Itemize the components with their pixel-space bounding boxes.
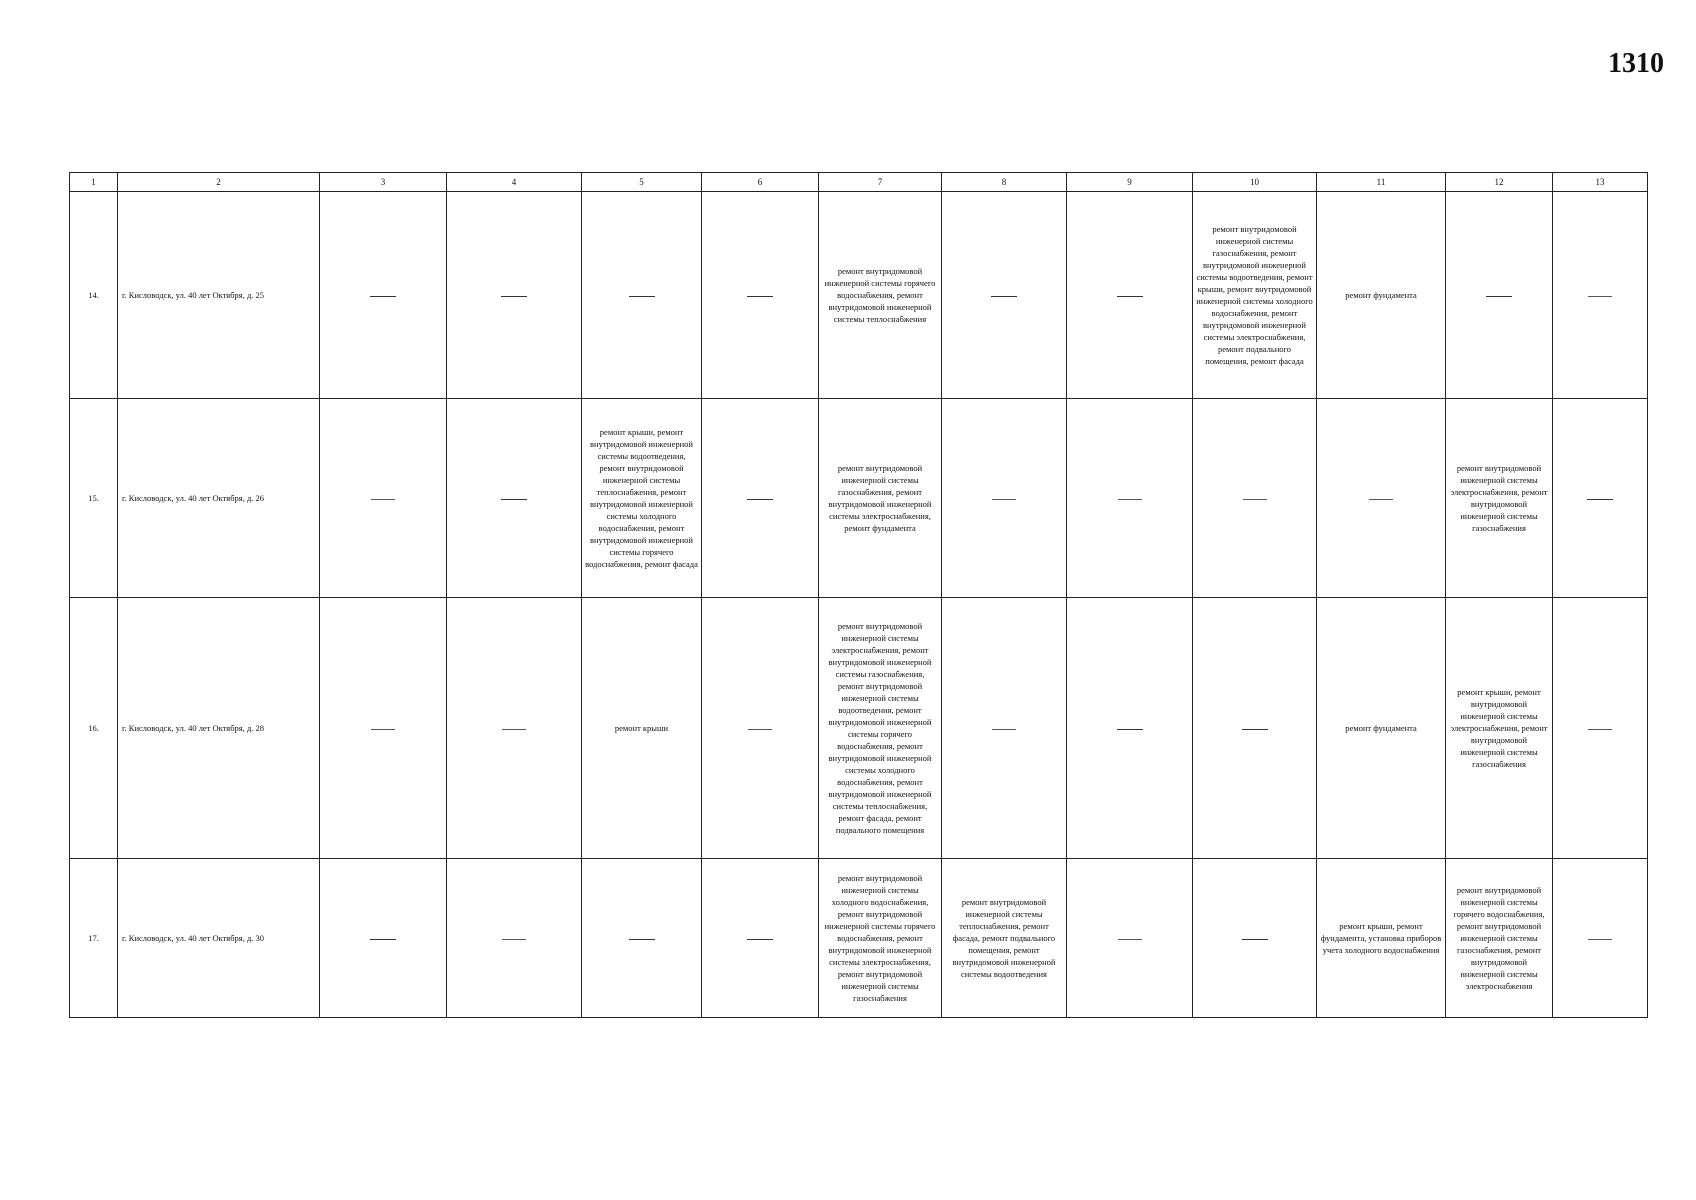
dash-mark: [1118, 939, 1142, 940]
work-cell: ремонт крыши, ремонт внутридомовой инженерной системы водоотведения, ремонт внутридомовой инженерной системы теплоснабжения, ремонт внутридомовой инженерной системы холодного водоснабжения, ремонт внутридомовой инженерной системы горячего водоснабжения, ремонт фасада: [582, 399, 702, 598]
dash-mark: [747, 296, 773, 297]
column-header: 9: [1067, 173, 1193, 192]
table-row: [70, 598, 1648, 859]
dash-mark: [502, 729, 526, 730]
empty-cell: [1553, 192, 1648, 399]
dash-mark: [1369, 499, 1393, 500]
dash-mark: [747, 499, 773, 500]
row-number: 15.: [70, 399, 118, 598]
empty-cell: [1067, 859, 1193, 1018]
dash-mark: [1588, 729, 1612, 730]
dash-mark: [1117, 729, 1143, 730]
empty-cell: [1067, 192, 1193, 399]
dash-mark: [1243, 499, 1267, 500]
dash-mark: [502, 939, 526, 940]
table-row: [70, 192, 1648, 399]
column-header: 7: [819, 173, 942, 192]
table-row: [70, 859, 1648, 1018]
empty-cell: [942, 399, 1067, 598]
empty-cell: [942, 192, 1067, 399]
dash-mark: [1588, 296, 1612, 297]
table-row: [70, 399, 1648, 598]
dash-mark: [371, 499, 395, 500]
work-cell: ремонт внутридомовой инженерной системы газоснабжения, ремонт внутридомовой инженерной системы электроснабжения, ремонт фундамента: [819, 399, 942, 598]
column-header: 4: [447, 173, 582, 192]
dash-mark: [1117, 296, 1143, 297]
empty-cell: [447, 192, 582, 399]
work-cell: ремонт крыши, ремонт внутридомовой инженерной системы электроснабжения, ремонт внутридомовой инженерной системы газоснабжения: [1446, 598, 1553, 859]
empty-cell: [320, 399, 447, 598]
page-number: 1310: [1608, 48, 1664, 79]
empty-cell: [447, 859, 582, 1018]
empty-cell: [1193, 859, 1317, 1018]
dash-mark: [1486, 296, 1512, 297]
work-cell: ремонт внутридомовой инженерной системы электроснабжения, ремонт внутридомовой инженерной системы газоснабжения: [1446, 399, 1553, 598]
empty-cell: [320, 192, 447, 399]
empty-cell: [1446, 192, 1553, 399]
empty-cell: [1553, 399, 1648, 598]
work-cell: ремонт внутридомовой инженерной системы горячего водоснабжения, ремонт внутридомовой инженерной системы теплоснабжения: [819, 192, 942, 399]
dash-mark: [501, 296, 527, 297]
empty-cell: [1553, 859, 1648, 1018]
dash-mark: [629, 939, 655, 940]
row-number: 17.: [70, 859, 118, 1018]
work-cell: ремонт крыши, ремонт фундамента, установка приборов учета холодного водоснабжения: [1317, 859, 1446, 1018]
address-cell: г. Кисловодск, ул. 40 лет Октября, д. 26: [118, 399, 320, 598]
empty-cell: [320, 859, 447, 1018]
row-number: 16.: [70, 598, 118, 859]
empty-cell: [582, 192, 702, 399]
column-header: 13: [1553, 173, 1648, 192]
empty-cell: [447, 399, 582, 598]
empty-cell: [1553, 598, 1648, 859]
empty-cell: [702, 859, 819, 1018]
dash-mark: [371, 729, 395, 730]
work-cell: ремонт внутридомовой инженерной системы теплоснабжения, ремонт фасада, ремонт подвального помещения, ремонт внутридомовой инженерной системы водоотведения: [942, 859, 1067, 1018]
dash-mark: [1118, 499, 1142, 500]
dash-mark: [1242, 939, 1268, 940]
column-header: 11: [1317, 173, 1446, 192]
work-cell: ремонт внутридомовой инженерной системы электроснабжения, ремонт внутридомовой инженерной системы газоснабжения, ремонт внутридомовой инженерной системы водоотведения, ремонт внутридомовой инженерной системы горячего водоснабжения, ремонт внутридомовой инженерной системы холодного водоснабжения, ремонт внутридомовой инженерной системы теплоснабжения, ремонт фасада, ремонт подвального помещения: [819, 598, 942, 859]
empty-cell: [942, 598, 1067, 859]
work-cell: ремонт фундамента: [1317, 598, 1446, 859]
empty-cell: [1067, 598, 1193, 859]
empty-cell: [320, 598, 447, 859]
work-cell: ремонт внутридомовой инженерной системы холодного водоснабжения, ремонт внутридомовой инженерной системы горячего водоснабжения, ремонт внутридомовой инженерной системы электроснабжения, ремонт внутридомовой инженерной системы газоснабжения: [819, 859, 942, 1018]
work-cell: ремонт внутридомовой инженерной системы горячего водоснабжения, ремонт внутридомовой инженерной системы газоснабжения, ремонт внутридомовой инженерной системы электроснабжения: [1446, 859, 1553, 1018]
dash-mark: [991, 296, 1017, 297]
work-cell: ремонт крыши: [582, 598, 702, 859]
empty-cell: [702, 399, 819, 598]
column-header: 10: [1193, 173, 1317, 192]
dash-mark: [748, 729, 772, 730]
empty-cell: [1193, 598, 1317, 859]
empty-cell: [702, 598, 819, 859]
column-header: 1: [70, 173, 118, 192]
dash-mark: [1242, 729, 1268, 730]
column-header: 5: [582, 173, 702, 192]
address-cell: г. Кисловодск, ул. 40 лет Октября, д. 25: [118, 192, 320, 399]
dash-mark: [370, 296, 396, 297]
row-number: 14.: [70, 192, 118, 399]
dash-mark: [747, 939, 773, 940]
dash-mark: [629, 296, 655, 297]
dash-mark: [370, 939, 396, 940]
empty-cell: [582, 859, 702, 1018]
empty-cell: [702, 192, 819, 399]
work-cell: ремонт внутридомовой инженерной системы газоснабжения, ремонт внутридомовой инженерной системы водоотведения, ремонт крыши, ремонт внутридомовой инженерной системы холодного водоснабжения, ремонт внутридомовой инженерной системы электроснабжения, ремонт подвального помещения, ремонт фасада: [1193, 192, 1317, 399]
column-header: 6: [702, 173, 819, 192]
column-number-row: [70, 173, 1648, 192]
dash-mark: [1587, 499, 1613, 500]
column-header: 3: [320, 173, 447, 192]
repair-schedule-table: [69, 172, 1648, 1018]
column-header: 12: [1446, 173, 1553, 192]
column-header: 8: [942, 173, 1067, 192]
dash-mark: [992, 729, 1016, 730]
empty-cell: [1067, 399, 1193, 598]
column-header: 2: [118, 173, 320, 192]
dash-mark: [992, 499, 1016, 500]
dash-mark: [1588, 939, 1612, 940]
empty-cell: [447, 598, 582, 859]
dash-mark: [501, 499, 527, 500]
empty-cell: [1193, 399, 1317, 598]
address-cell: г. Кисловодск, ул. 40 лет Октября, д. 30: [118, 859, 320, 1018]
empty-cell: [1317, 399, 1446, 598]
work-cell: ремонт фундамента: [1317, 192, 1446, 399]
address-cell: г. Кисловодск, ул. 40 лет Октября, д. 28: [118, 598, 320, 859]
